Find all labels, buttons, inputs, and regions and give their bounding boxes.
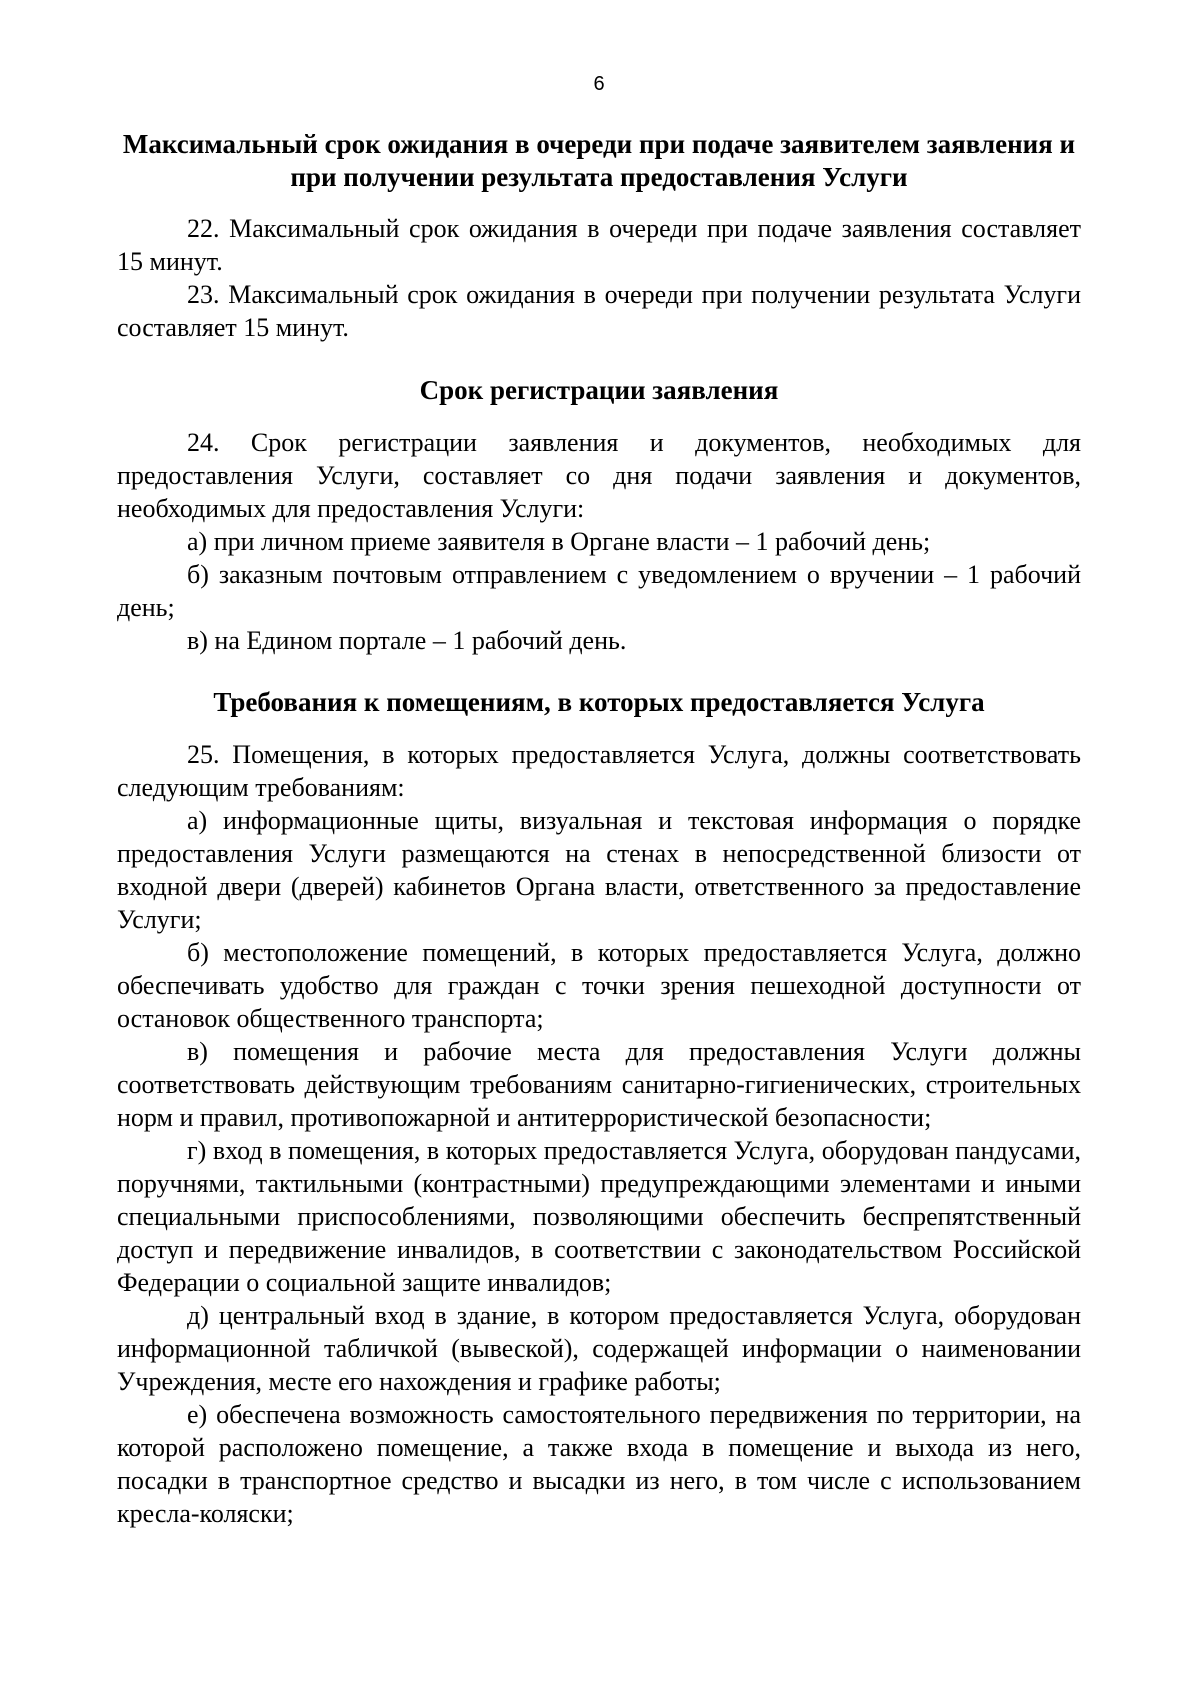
paragraph-22: 22. Максимальный срок ожидания в очереди при подаче заявления составляет 15 минут. — [117, 214, 1081, 276]
document-page — [117, 72, 1081, 1530]
paragraph-24-v: в) на Едином портале – 1 рабочий день. — [187, 626, 627, 655]
section-heading-premises-requirements: Требования к помещениям, в которых предоставляется Услуга — [213, 687, 985, 717]
paragraph-25-g: г) вход в помещения, в которых предоставляется Услуга, оборудован пандусами, поручнями, тактильными (контрастными) предупреждающими элементами и иными специальными приспособлениями, позволяющими обеспечить беспрепятственный доступ и передвижение инвалидов, в соответствии с законодательством Российской Федерации о социальной защите инвалидов; — [117, 1136, 1081, 1297]
paragraph-24: 24. Срок регистрации заявления и документов, необходимых для предоставления Услуги, составляет со дня подачи заявления и документов, необходимых для предоставления Услуги: — [117, 428, 1081, 523]
paragraph-25-v: в) помещения и рабочие места для предоставления Услуги должны соответствовать действующим требованиям санитарно-гигиенических, строительных норм и правил, противопожарной и антитеррористической безопасности; — [117, 1037, 1081, 1132]
paragraph-24-b: б) заказным почтовым отправлением с уведомлением о вручении – 1 рабочий день; — [117, 560, 1081, 622]
section-heading-registration-term: Срок регистрации заявления — [419, 375, 779, 405]
paragraph-25-e: е) обеспечена возможность самостоятельного передвижения по территории, на которой расположено помещение, а также входа в помещение и выхода из него, посадки в транспортное средство и высадки из него, в том числе с использованием кресла-коляски; — [117, 1400, 1081, 1528]
page-number: 6 — [593, 73, 605, 95]
paragraph-24-a: а) при личном приеме заявителя в Органе власти – 1 рабочий день; — [187, 527, 931, 556]
paragraph-25-a: а) информационные щиты, визуальная и текстовая информация о порядке предоставления Услуги размещаются на стенах в непосредственной близости от входной двери (дверей) кабинетов Органа власти, ответственного за предоставление Услуги; — [117, 806, 1081, 934]
section-heading-queue-wait-time: Максимальный срок ожидания в очереди при подаче заявителем заявления и при получении результата предоставления Услуги — [122, 129, 1076, 192]
paragraph-25-d: д) центральный вход в здание, в котором предоставляется Услуга, оборудован информационной табличкой (вывеской), содержащей информации о наименовании Учреждения, месте его нахождения и графике работы; — [117, 1301, 1081, 1396]
paragraph-25-b: б) местоположение помещений, в которых предоставляется Услуга, должно обеспечивать удобство для граждан с точки зрения пешеходной доступности от остановок общественного транспорта; — [117, 938, 1081, 1033]
paragraph-23: 23. Максимальный срок ожидания в очереди при получении результата Услуги составляет 15 минут. — [117, 280, 1081, 342]
paragraph-25: 25. Помещения, в которых предоставляется Услуга, должны соответствовать следующим требованиям: — [117, 740, 1081, 802]
